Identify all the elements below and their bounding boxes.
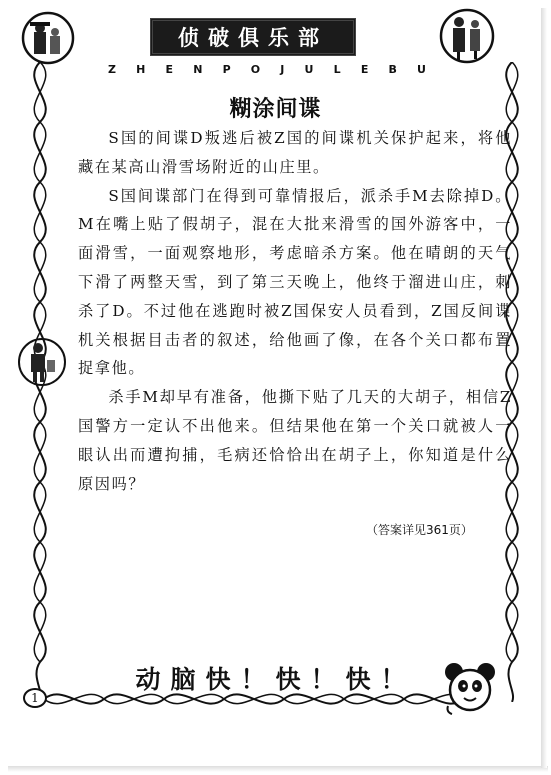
- figures-illustration-top-right: [437, 6, 497, 70]
- pinyin-letter: U: [417, 63, 426, 76]
- paragraph: S国的间谍D叛逃后被Z国的间谍机关保护起来，将他藏在某高山滑雪场附近的山庄里。: [78, 129, 512, 176]
- pinyin-letter: J: [280, 63, 285, 76]
- footer-slogan: 动脑快！快！快！: [135, 665, 416, 694]
- pinyin-letter: H: [136, 63, 146, 76]
- pinyin-letter: O: [250, 63, 261, 76]
- pinyin-letter: L: [333, 63, 341, 76]
- article-body: [78, 124, 512, 498]
- page-number: 1: [23, 688, 47, 708]
- pinyin-letter: U: [304, 63, 314, 76]
- pinyin-letter: N: [193, 63, 203, 76]
- spy-illustration-left: [16, 336, 68, 392]
- pinyin-row: [108, 63, 426, 76]
- pinyin-letter: P: [222, 63, 231, 76]
- answer-reference-note: （答案详见361页）: [366, 523, 473, 537]
- pinyin-letter: E: [165, 63, 174, 76]
- pinyin-letter: E: [360, 63, 369, 76]
- pinyin-letter: Z: [108, 63, 116, 76]
- paragraph: S国间谍部门在得到可靠情报后，派杀手M去除掉D。M在嘴上贴了假胡子，混在大批来滑雪的国外游客中，一面滑雪，一面观察地形，考虑暗杀方案。他在晴朗的天气下滑了两整天雪，到了第三天晚上，他终于溜进山庄，刺杀了D。不过他在逃跑时被Z国保安人员看到，Z国反间谍机关根据目击者的叙述，给他画了像，在各个关口都布置捉拿他。: [78, 186, 512, 378]
- paragraph: 杀手M却早有准备，他撕下贴了几天的大胡子，相信Z国警方一定认不出他来。但结果他在第一个关口就被人一眼认出而遭拘捕，毛病还恰恰出在胡子上，你知道是什么原因吗？: [78, 388, 512, 493]
- banner-text: 侦破俱乐部: [178, 26, 328, 50]
- section-banner: [150, 18, 356, 56]
- detective-illustration-top-left: [20, 10, 76, 70]
- article-title: 糊涂间谍: [229, 97, 322, 122]
- pinyin-letter: B: [388, 63, 397, 76]
